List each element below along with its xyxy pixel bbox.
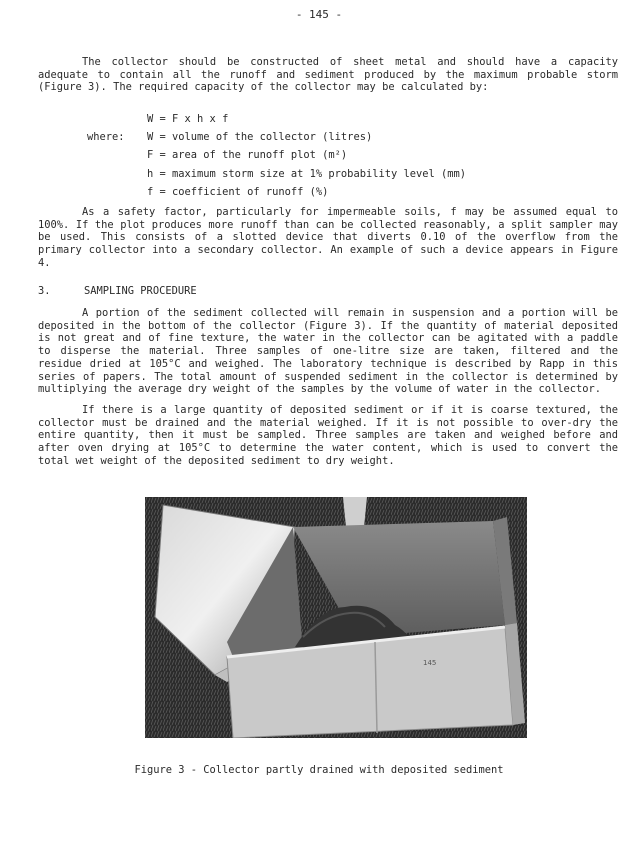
- collector-photo: [145, 497, 527, 738]
- section-number: 3.: [38, 285, 51, 297]
- formula-def-f-area: F = area of the runoff plot (m²): [147, 149, 348, 162]
- paragraph-safety-factor: [38, 206, 618, 270]
- paragraph-text: The collector should be constructed of sheet metal and should have a capacity adequate to contain all the runoff and sediment produced by the maximum probable storm (Figure 3). The required capacity of the collector may be calculated by:: [38, 56, 618, 94]
- paragraph-text: As a safety factor, particularly for impermeable soils, f may be assumed equal to 100%. If the plot produces more runoff than can be collected reasonably, a split sampler may be used. This consists of a slotted device that diverts 0.10 of the overflow from the primary collector into a secondary collector. An example of such a device appears in Figure 4.: [38, 206, 618, 269]
- paragraph-sampling: [38, 307, 618, 396]
- formula-main: W = F x h x f: [147, 113, 229, 125]
- photo-mark: 145: [423, 659, 437, 667]
- capacity-formula: [87, 110, 466, 201]
- section-heading: [38, 285, 197, 297]
- page-number: - 145 -: [295, 8, 343, 21]
- formula-def-f-coef: f = coefficient of runoff (%): [147, 185, 329, 198]
- where-label: where:: [87, 131, 125, 144]
- figure-caption: Figure 3 - Collector partly drained with deposited sediment: [134, 764, 504, 776]
- section-title: SAMPLING PROCEDURE: [84, 285, 197, 297]
- formula-def-w: W = volume of the collector (litres): [147, 131, 373, 144]
- paragraph-text: If there is a large quantity of deposited sediment or if it is coarse textured, the collector must be drained and the material weighed. If it is not possible to over-dry the entire quantity, then it must be sampled. Three samples are taken and weighed before and after oven drying at 105°C to determine the water content, which is used to convert the total wet weight of the deposited sediment to dry weight.: [38, 404, 618, 467]
- formula-def-h: h = maximum storm size at 1% probability level (mm): [147, 167, 467, 180]
- collector-photo-drawing: [145, 497, 527, 738]
- paragraph-deposited-sediment: [38, 404, 618, 468]
- paragraph-collector-capacity: [38, 56, 618, 94]
- paragraph-text: A portion of the sediment collected will remain in suspension and a portion will be deposited in the bottom of the collector (Figure 3). If the quantity of material deposited is not great and of fine texture, the water in the collector can be agitated with a paddle to disperse the material. Three samples of one-litre size are taken, filtered and the residue dried at 105°C and weighed. The laboratory technique is described by Rapp in this series of papers. The total amount of suspended sediment in the collector is determined by multiplying the average dry weight of the samples by the volume of water in the collector.: [38, 307, 618, 396]
